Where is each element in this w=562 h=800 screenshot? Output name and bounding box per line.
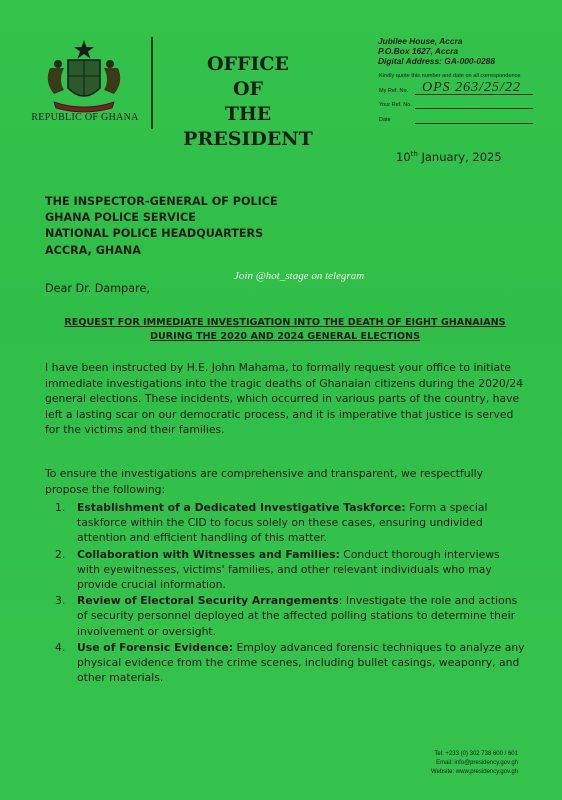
proposal-list: [55, 500, 525, 686]
footer-contact: [360, 750, 518, 777]
list-item-heading: Use of Forensic Evidence:: [77, 640, 234, 654]
list-item-text: : Investigate the role and actions of security personnel deployed at the affected polling stations to determine their involvement or oversight.: [77, 594, 518, 638]
my-ref-value: OPS 263/25/22: [422, 80, 521, 95]
your-ref-label: Your Ref. No.: [379, 102, 412, 108]
quote-reference-note: Kindly quote this number and date on all correspondence: [379, 73, 521, 79]
office-title-line-1: OFFICE: [206, 53, 290, 75]
office-address: [378, 36, 553, 66]
header-divider: [151, 37, 153, 129]
telegram-watermark: Join @hot_stage on telegram: [234, 270, 365, 282]
list-item-heading: Review of Electoral Security Arrangements: [77, 594, 339, 608]
recipient-address: [45, 194, 278, 259]
republic-of-ghana-label: REPUBLIC OF GHANA: [31, 112, 139, 123]
your-ref-line: [415, 108, 533, 109]
office-of-the-president-title: [160, 52, 336, 152]
list-item-number: 3.: [55, 594, 66, 608]
digital-address: Digital Address: GA-000-0288: [378, 56, 495, 66]
list-item-heading: Establishment of a Dedicated Investigative Taskforce:: [77, 501, 406, 514]
date-suffix: th: [410, 150, 418, 159]
subject-heading: [40, 316, 530, 344]
ghana-coat-of-arms-icon: [38, 38, 130, 114]
list-item: [55, 640, 525, 686]
recipient-line: THE INSPECTOR-GENERAL OF POLICE: [45, 195, 278, 208]
list-item-text: Form a special taskforce within the CID to focus solely on these cases, ensuring undivided attention and efficient handling of this matter.: [77, 501, 488, 545]
list-item: [55, 593, 525, 639]
date-month-year: January, 2025: [417, 150, 502, 164]
recipient-line: ACCRA, GHANA: [45, 243, 141, 257]
subject-line-1: REQUEST FOR IMMEDIATE INVESTIGATION INTO THE DEATH OF EIGHT GHANAIANS: [64, 317, 506, 328]
address-line-1: Jubilee House, Accra: [378, 36, 463, 46]
footer-website: Website: www.presidency.gov.gh: [430, 769, 518, 775]
date-label: Date: [379, 117, 391, 123]
list-item-text: Conduct thorough interviews with eyewitnesses, victims' families, and other relevant individuals who may provide crucial information.: [77, 547, 500, 592]
office-title-line-2: OF: [232, 78, 264, 100]
my-ref-label: My Ref. No.: [379, 88, 409, 94]
list-item: [55, 500, 525, 546]
list-item-number: 2.: [55, 547, 66, 561]
list-item-text: Employ advanced forensic techniques to analyze any physical evidence from the crime scenes, including bullet casings, weaponry, and other materials.: [77, 640, 525, 685]
footer-email: Email: info@presidency.gov.gh: [436, 760, 518, 766]
date-day: 10: [396, 150, 411, 164]
recipient-line: NATIONAL POLICE HEADQUARTERS: [45, 227, 264, 241]
letter-date: [396, 150, 502, 164]
address-line-2: P.O.Box 1627, Accra: [378, 46, 459, 56]
body-paragraph-2: To ensure the investigations are comprehensive and transparent, we respectfully propose the following:: [45, 467, 484, 496]
list-item-number: 1.: [55, 501, 66, 514]
footer-telephone: Tel: +233 (0) 302 738 600 / 601: [434, 751, 518, 757]
salutation: Dear Dr. Dampare,: [45, 282, 150, 295]
recipient-line: GHANA POLICE SERVICE: [45, 211, 196, 225]
list-item-number: 4.: [55, 640, 66, 654]
date-line: [415, 123, 533, 124]
subject-line-2: DURING THE 2020 AND 2024 GENERAL ELECTIONS: [149, 331, 420, 342]
list-item: [55, 547, 525, 593]
office-title-line-3: THE PRESIDENT: [183, 103, 313, 150]
body-paragraph-1: I have been instructed by H.E. John Mahama, to formally request your office to initiate immediate investigations into the tragic deaths of Ghanaian citizens during the 2020/24 general elections. These incidents, which occurred in various parts of the country, have left a lasting scar on our democratic process, and it is imperative that justice is served for the victims and their families.: [45, 361, 524, 437]
list-item-heading: Collaboration with Witnesses and Families:: [77, 547, 340, 561]
